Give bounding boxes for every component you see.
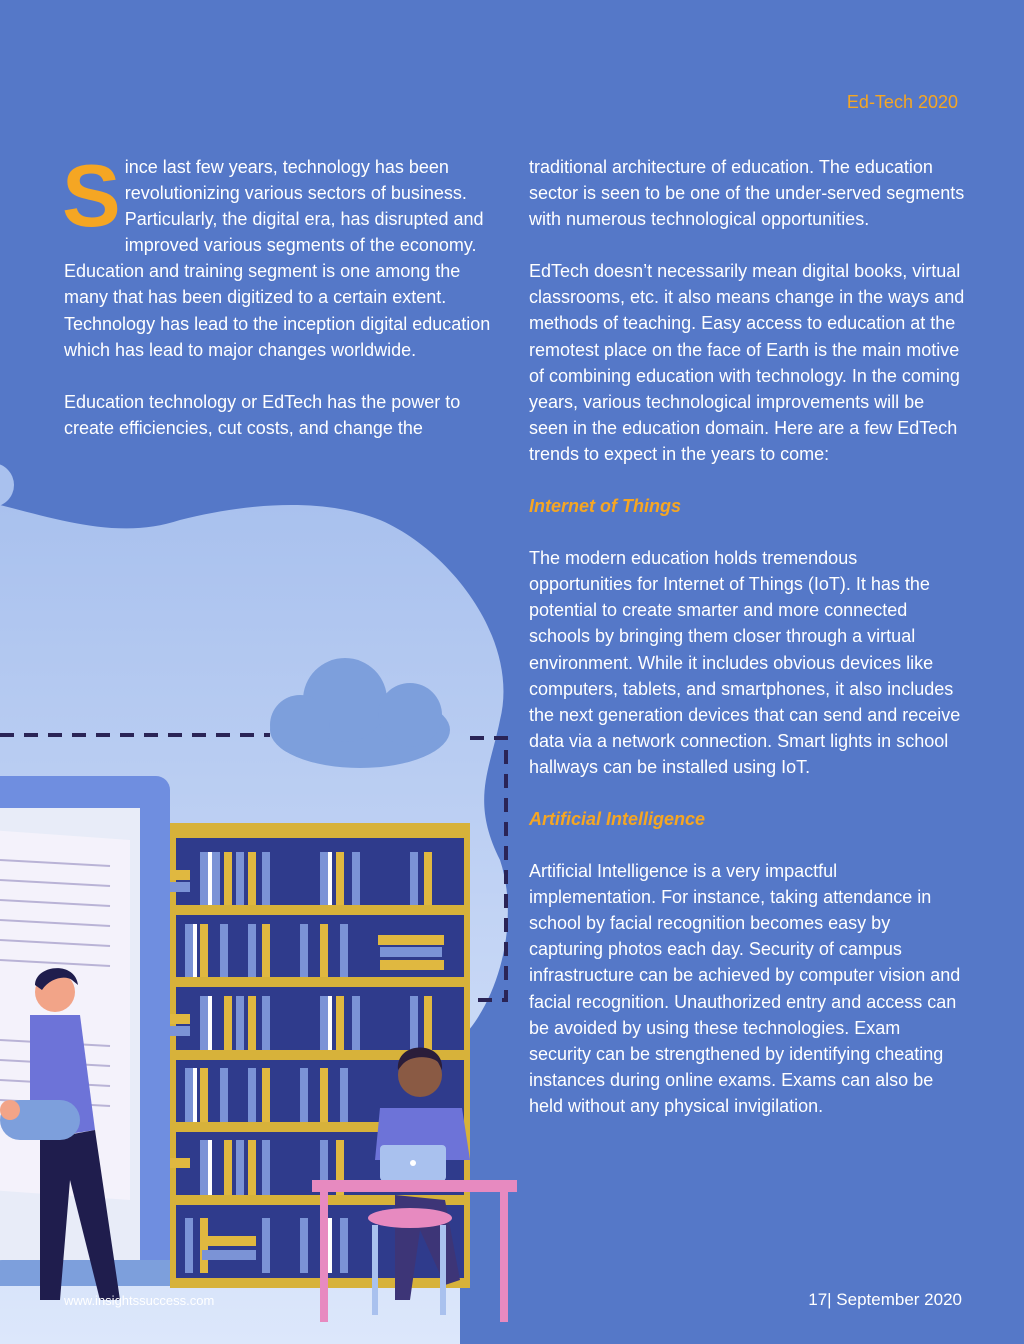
desk bbox=[312, 1180, 517, 1192]
intro-paragraph bbox=[62, 146, 496, 363]
page-number: 17| September 2020 bbox=[808, 1290, 962, 1309]
intro-text: ince last few years, technology has been revolutionizing various sectors of business. Particularly, the digital era, has disrupted and improved various segments of the economy. Education and training segment is one among the many that has been digitized to a certain extent. Technology has lead to the inception digital education which has lead to major changes worldwide. bbox=[64, 157, 491, 360]
right-column bbox=[529, 154, 965, 1145]
section-tag: Ed-Tech 2020 bbox=[846, 92, 958, 112]
dropcap-letter: S bbox=[62, 146, 121, 245]
website-link[interactable]: www.insightssuccess.com bbox=[64, 1293, 215, 1308]
library-illustration bbox=[0, 440, 530, 1344]
edtech-meaning-paragraph: EdTech doesn’t necessarily mean digital books, virtual classrooms, etc. it also means change in the ways and methods of teaching. Easy access to education at the remotest place on the face of Earth is the main motive of combining education with technology. In the coming years, various technological improvements will be seen in the education domain. Here are a few EdTech trends to expect in the years to come: bbox=[529, 261, 965, 464]
left-column bbox=[62, 146, 496, 467]
iot-paragraph: The modern education holds tremendous opportunities for Internet of Things (IoT). It has the potential to create smarter and more connected schools by bringing them closer through a virtual environment. While it includes obvious devices like computers, tablets, and smartphones, it also includes the next generation devices that can send and receive data via a network connection. Smart lights in school hallways can be installed using IoT. bbox=[529, 548, 961, 777]
ai-paragraph: Artificial Intelligence is a very impactful implementation. For instance, taking attendance in school by facial recognition becomes easy by capturing photos each day. Security of campus infrastructure can be achieved by computer vision and facial recognition. Unauthorized entry and access can be avoided by using these technologies. Exam security can be strengthened by identifying cheating instances during online exams. Exams can also be held without any physical invigilation. bbox=[529, 861, 961, 1116]
architecture-paragraph: traditional architecture of education. The education sector is seen to be one of the under-served segments with numerous technological opportunities. bbox=[529, 157, 965, 230]
iot-heading: Internet of Things bbox=[529, 496, 681, 517]
edtech-paragraph: Education technology or EdTech has the power to create efficiencies, cut costs, and change the bbox=[64, 391, 461, 438]
ai-heading: Artificial Intelligence bbox=[529, 808, 706, 829]
